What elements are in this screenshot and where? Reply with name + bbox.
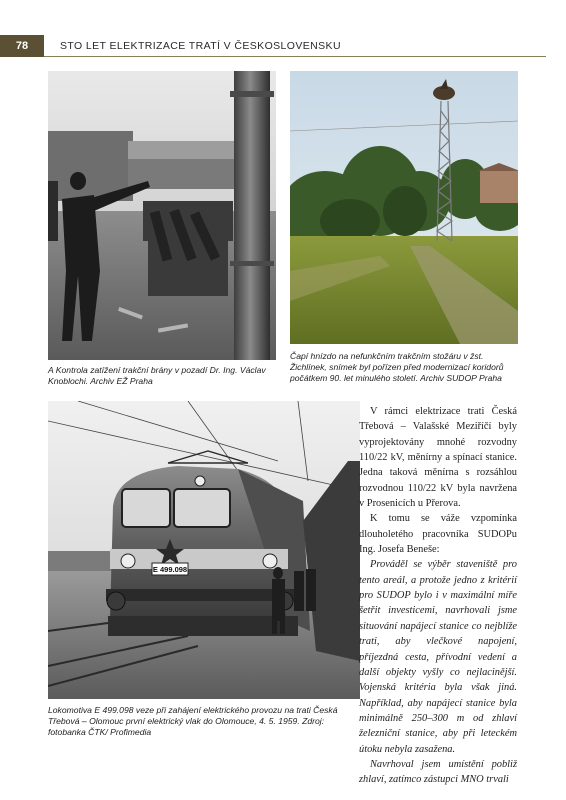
caption-top-right: Čapí hnízdo na nefunkčním trakčním stožáru v žst. Žichlínek, snímek byl pořízen před modernizací koridorů počátkem 90. let minulého století. Archiv SUDOP Praha — [290, 351, 504, 383]
quote-paragraph: Navrhoval jsem umístění pobliž zhlaví, zatímco zástupci MNO trvali — [359, 758, 517, 786]
body-text-column — [359, 404, 517, 788]
caption-top-left: A Kontrola zatížení trakční brány v pozadí Dr. Ing. Václav Knoblochi. Archiv EŽ Praha — [48, 365, 266, 386]
locomotive-number-plate: E 499.098 — [152, 565, 188, 574]
photo-stork-nest-mast — [290, 71, 518, 344]
page-number: 78 — [0, 35, 44, 57]
header-rule — [44, 56, 546, 57]
body-paragraph: V rámci elektrizace trati Česká Třebová – Valašské Meziříčí byly vyprojektovány mnohé rozvodny 110/22 kV, měnírny a spínací stanice. Jedna taková měnírna s rozsáhlou rozvodnou 110/22 kV byla navržena v Prosenicích u Přerova. — [359, 406, 517, 510]
running-title: STO LET ELEKTRIZACE TRATÍ V ČESKOSLOVENSKU — [60, 40, 341, 52]
body-paragraph: K tomu se váže vzpomínka dlouholetého pracovníka SUDOPu Ing. Josefa Beneše: — [359, 513, 517, 556]
photo-catenary-inspection — [48, 71, 276, 360]
photo-locomotive-e499 — [48, 401, 360, 699]
quote-paragraph: Prováděl se výběr staveniště pro tento areál, a protože jedno z kritérií pro SUDOP bylo i v maximální míře šetřit investicemi, navrhovali jsme situování napájecí stanice co nejblíže trati, aby vlečkové napojení, příjezdná cesta, přívodní vedení a další objekty vyšly co nejlacinější. Vojenská kritéria byla však jiná. Například, aby napájecí stanice byla minimálně 250–300 m od zhlaví železniční stanice, aby při leteckém útoku nebyla zasažena. — [359, 559, 517, 755]
caption-bottom: Lokomotiva E 499.098 veze při zahájení elektrického provozu na trati Česká Třebová – Olomouc první elektrický vlak do Olomouce, 4. 5. 1959. Zdroj: fotobanka ČTK/ Profimedia — [48, 705, 338, 737]
